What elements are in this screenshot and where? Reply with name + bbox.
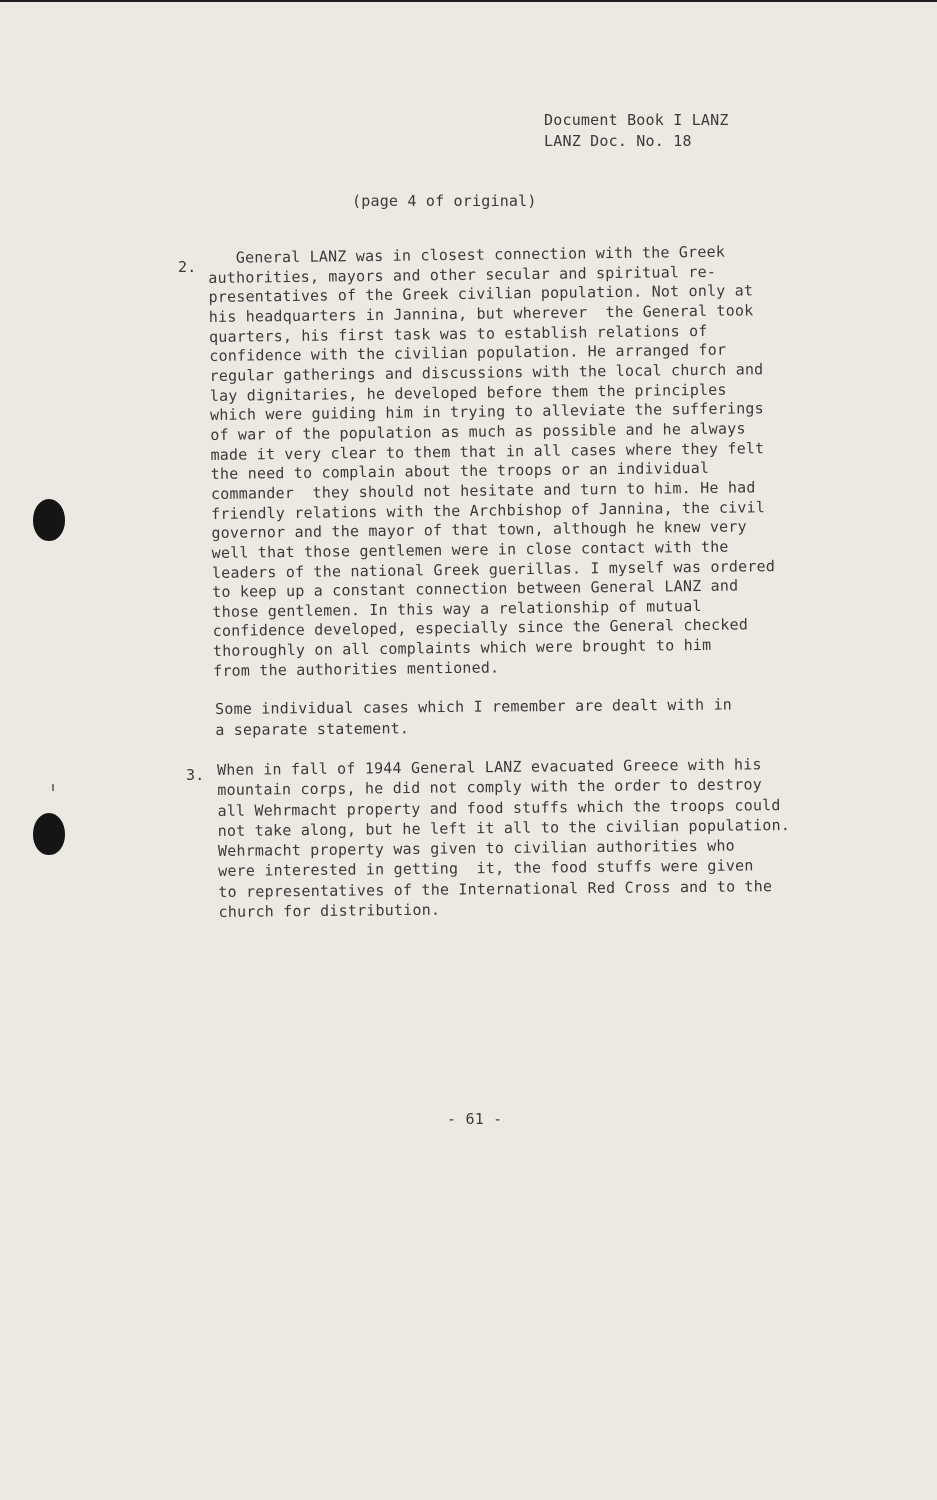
paragraph-3-body [217,754,791,922]
paragraph-line: were interested in getting it, the food stuffs were given [218,856,754,881]
page-number: - 61 - [447,1110,503,1128]
paragraph-line: which were guiding him in trying to alleviate the sufferings [209,399,764,425]
paragraph-line: his headquarters in Jannina, but wherever the General took [208,301,754,326]
paragraph-line: Some individual cases which I remember are dealt with in [215,695,733,718]
header-doc-number-line: LANZ Doc. No. 18 [544,132,692,150]
document-header [544,110,729,152]
paragraph-line: of war of the population as much as possible and he always [210,419,746,444]
paragraph-2-body [208,242,776,681]
header-book-line: Document Book I LANZ [544,111,729,129]
paper-mark [52,784,54,791]
paragraph-line: those gentlemen. In this way a relationship of mutual [212,596,702,621]
paragraph-3-number: 3. [186,766,205,784]
paragraph-line: lay dignitaries, he developed before them the principles [209,380,727,405]
paragraph-line: Wehrmacht property was given to civilian authorities who [217,836,735,861]
paragraph-line: authorities, mayors and other secular and spiritual re- [208,262,717,287]
paragraph-line: thoroughly on all complaints which were brought to him [212,636,712,661]
punch-hole-bottom [33,813,65,855]
paragraph-line: from the authorities mentioned. [213,658,500,680]
paragraph-line: church for distribution. [218,900,441,922]
paragraph-line: General LANZ was in closest connection with the Greek [208,242,726,267]
paragraph-line: made it very clear to them that in all cases where they felt [210,438,765,464]
paragraph-line: well that those gentlemen were in close contact with the [211,537,729,562]
paragraph-2-number: 2. [178,258,197,276]
paragraph-line: governor and the mayor of that town, although he knew very [211,517,747,543]
paragraph-line: confidence developed, especially since the General checked [212,615,749,641]
paragraph-2-followup [215,694,732,741]
original-page-reference: (page 4 of original) [352,192,537,210]
paragraph-line: When in fall of 1944 General LANZ evacuated Greece with his [217,755,762,779]
paragraph-line: to keep up a constant connection between General LANZ and [212,576,739,602]
paragraph-line: commander they should not hesitate and turn to him. He had [210,478,756,503]
paragraph-line: a separate statement. [215,719,410,739]
paragraph-line: regular gatherings and discussions with the local church and [209,360,764,385]
paragraph-line: to representatives of the International Red Cross and to the [218,876,773,901]
paragraph-line: mountain corps, he did not comply with the order to destroy [217,775,763,800]
punch-hole-top [33,499,65,541]
paragraph-line: leaders of the national Greek guerillas. I myself was ordered [211,556,776,582]
paragraph-line: not take along, but he left it all to the civilian population. [217,815,791,840]
paragraph-line: all Wehrmacht property and food stuffs which the troops could [217,795,781,820]
paragraph-line: confidence with the civilian population. He arranged for [209,340,727,366]
paragraph-line: friendly relations with the Archbishop of Jannina, the civil [211,497,766,523]
paragraph-line: the need to complain about the troops or an individual [210,459,710,484]
paragraph-line: presentatives of the Greek civilian population. Not only at [208,281,754,307]
paragraph-line: quarters, his first task was to establish relations of [208,321,708,346]
